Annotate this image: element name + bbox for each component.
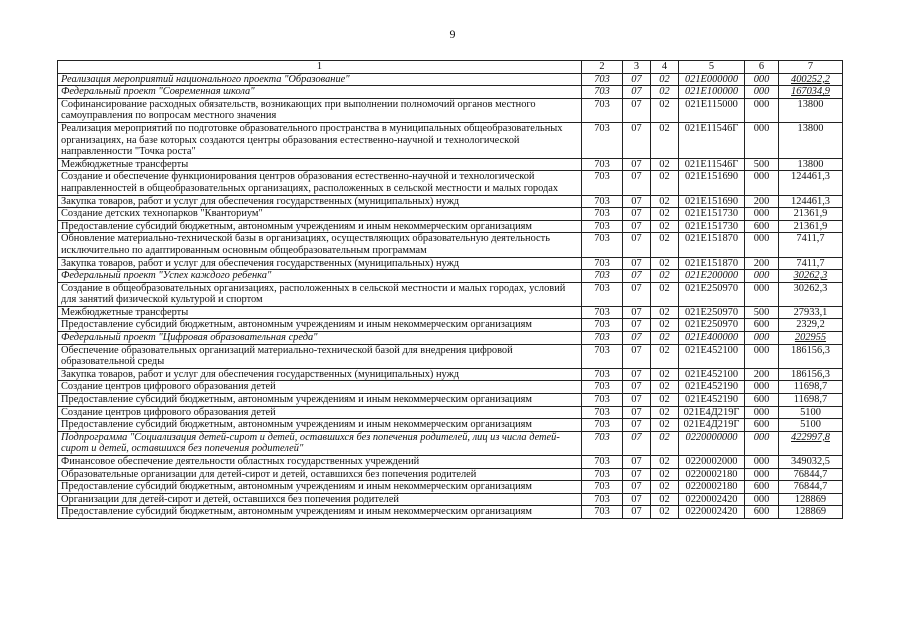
row-code-2: 703 [582,406,623,419]
row-name: Предоставление субсидий бюджетным, автономным учреждениям и иным некоммерческим организациям [58,220,582,233]
row-code-4: 02 [651,73,679,86]
row-code-2: 703 [582,481,623,494]
table-row [58,270,843,283]
row-name: Подпрограмма "Социализация детей-сирот и детей, оставшихся без попечения родителей, лиц из числа детей-сирот и детей, оставшихся без попечения родителей" [58,431,582,455]
row-code-3: 07 [623,306,651,319]
row-code-5: 021E11546Г [679,122,745,158]
row-name: Создание в общеобразовательных организациях, расположенных в сельской местности и малых городах, условий для занятий физической культурой и спортом [58,282,582,306]
table-row [58,98,843,122]
row-code-4: 02 [651,98,679,122]
row-code-2: 703 [582,208,623,221]
row-code-4: 02 [651,381,679,394]
row-code-6: 600 [745,394,779,407]
column-header: 7 [779,61,843,74]
row-code-2: 703 [582,456,623,469]
row-code-3: 07 [623,419,651,432]
row-code-4: 02 [651,394,679,407]
row-code-5: 021E452100 [679,368,745,381]
row-code-3: 07 [623,171,651,195]
row-code-3: 07 [623,233,651,257]
table-row [58,506,843,519]
row-code-5: 0220002420 [679,506,745,519]
table-row [58,493,843,506]
row-code-3: 07 [623,195,651,208]
row-amount: 186156,3 [779,368,843,381]
row-code-3: 07 [623,220,651,233]
row-code-5: 0220002000 [679,456,745,469]
row-code-2: 703 [582,381,623,394]
row-amount: 30262,3 [779,282,843,306]
row-code-3: 07 [623,381,651,394]
row-name: Создание детских технопарков "Кванториум" [58,208,582,221]
row-amount: 422997,8 [779,431,843,455]
column-header: 2 [582,61,623,74]
row-code-3: 07 [623,481,651,494]
row-name: Предоставление субсидий бюджетным, автономным учреждениям и иным некоммерческим организациям [58,481,582,494]
row-code-6: 000 [745,493,779,506]
row-code-6: 000 [745,344,779,368]
row-amount: 2329,2 [779,319,843,332]
row-name: Предоставление субсидий бюджетным, автономным учреждениям и иным некоммерческим организациям [58,394,582,407]
row-amount: 76844,7 [779,481,843,494]
row-code-3: 07 [623,468,651,481]
row-code-3: 07 [623,73,651,86]
table-row [58,86,843,99]
row-code-4: 02 [651,233,679,257]
row-code-2: 703 [582,368,623,381]
row-code-4: 02 [651,419,679,432]
row-code-4: 02 [651,257,679,270]
row-code-2: 703 [582,171,623,195]
row-code-6: 600 [745,419,779,432]
row-code-3: 07 [623,122,651,158]
row-code-5: 021E115000 [679,98,745,122]
row-amount: 13800 [779,122,843,158]
row-code-6: 200 [745,257,779,270]
row-code-5: 021E151690 [679,171,745,195]
row-name: Федеральный проект "Современная школа" [58,86,582,99]
row-code-6: 000 [745,73,779,86]
row-code-4: 02 [651,171,679,195]
row-code-4: 02 [651,220,679,233]
row-code-6: 000 [745,406,779,419]
row-amount: 128869 [779,493,843,506]
row-code-4: 02 [651,195,679,208]
row-code-4: 02 [651,431,679,455]
row-code-5: 021E100000 [679,86,745,99]
row-code-2: 703 [582,86,623,99]
table-row [58,456,843,469]
row-code-6: 500 [745,158,779,171]
row-code-5: 021E250970 [679,306,745,319]
row-code-4: 02 [651,270,679,283]
row-code-2: 703 [582,493,623,506]
row-amount: 5100 [779,406,843,419]
row-amount: 400252,2 [779,73,843,86]
row-code-6: 000 [745,282,779,306]
row-code-3: 07 [623,319,651,332]
row-code-6: 000 [745,456,779,469]
row-name: Образовательные организации для детей-сирот и детей, оставшихся без попечения родителей [58,468,582,481]
row-code-6: 000 [745,270,779,283]
row-amount: 349032,5 [779,456,843,469]
table-row [58,208,843,221]
row-code-2: 703 [582,332,623,345]
row-amount: 202955 [779,332,843,345]
row-amount: 21361,9 [779,220,843,233]
row-code-5: 021E200000 [679,270,745,283]
row-amount: 11698,7 [779,381,843,394]
table-row [58,419,843,432]
row-code-5: 021E250970 [679,282,745,306]
row-code-5: 021E000000 [679,73,745,86]
row-code-6: 600 [745,319,779,332]
table-row [58,257,843,270]
row-code-3: 07 [623,98,651,122]
row-code-5: 021E151730 [679,208,745,221]
row-code-6: 200 [745,195,779,208]
row-code-5: 0220002420 [679,493,745,506]
row-name: Создание и обеспечение функционирования центров образования естественно-научной и технологической направленностей в общеобразовательных организациях, расположенных в сельской местности и малых городах [58,171,582,195]
table-row [58,122,843,158]
row-code-2: 703 [582,233,623,257]
row-amount: 11698,7 [779,394,843,407]
row-code-4: 02 [651,406,679,419]
row-code-5: 021E400000 [679,332,745,345]
row-name: Организации для детей-сирот и детей, оставшихся без попечения родителей [58,493,582,506]
row-amount: 7411,7 [779,233,843,257]
table-row [58,394,843,407]
row-code-3: 07 [623,270,651,283]
table-row [58,381,843,394]
row-code-6: 000 [745,122,779,158]
row-code-4: 02 [651,368,679,381]
table-row [58,306,843,319]
row-amount: 7411,7 [779,257,843,270]
row-code-6: 000 [745,233,779,257]
row-name: Межбюджетные трансферты [58,158,582,171]
row-code-2: 703 [582,270,623,283]
row-code-5: 021E452190 [679,394,745,407]
column-header: 1 [58,61,582,74]
column-header: 5 [679,61,745,74]
row-name: Предоставление субсидий бюджетным, автономным учреждениям и иным некоммерческим организациям [58,419,582,432]
row-code-4: 02 [651,158,679,171]
row-code-4: 02 [651,208,679,221]
row-code-2: 703 [582,419,623,432]
page-number: 9 [449,27,456,41]
row-code-3: 07 [623,208,651,221]
row-name: Финансовое обеспечение деятельности областных государственных учреждений [58,456,582,469]
row-code-4: 02 [651,332,679,345]
row-code-6: 000 [745,431,779,455]
row-code-2: 703 [582,257,623,270]
row-code-6: 000 [745,381,779,394]
row-amount: 13800 [779,158,843,171]
table-row [58,406,843,419]
row-code-6: 500 [745,306,779,319]
row-code-5: 0220000000 [679,431,745,455]
row-amount: 27933,1 [779,306,843,319]
row-amount: 128869 [779,506,843,519]
row-code-2: 703 [582,319,623,332]
row-name: Федеральный проект "Успех каждого ребенка" [58,270,582,283]
row-name: Закупка товаров, работ и услуг для обеспечения государственных (муниципальных) нужд [58,257,582,270]
row-name: Создание центров цифрового образования детей [58,406,582,419]
table-row [58,171,843,195]
row-code-4: 02 [651,506,679,519]
row-name: Реализация мероприятий по подготовке образовательного пространства в муниципальных общеобразовательных организациях, на базе которых создаются центры образования естественно-научной и технологической направленности "Точка роста" [58,122,582,158]
row-code-2: 703 [582,344,623,368]
budget-table [57,60,843,519]
row-code-6: 000 [745,171,779,195]
row-code-3: 07 [623,493,651,506]
row-name: Обеспечение образовательных организаций материально-технической базой для внедрения цифровой образовательной среды [58,344,582,368]
row-code-2: 703 [582,195,623,208]
row-code-3: 07 [623,431,651,455]
row-code-6: 000 [745,468,779,481]
row-code-2: 703 [582,158,623,171]
table-header-row [58,61,843,74]
table-row [58,233,843,257]
row-code-4: 02 [651,344,679,368]
row-name: Создание центров цифрового образования детей [58,381,582,394]
column-header: 3 [623,61,651,74]
row-name: Предоставление субсидий бюджетным, автономным учреждениям и иным некоммерческим организациям [58,506,582,519]
row-code-4: 02 [651,319,679,332]
row-code-4: 02 [651,122,679,158]
row-code-6: 000 [745,208,779,221]
row-amount: 186156,3 [779,344,843,368]
table-row [58,431,843,455]
row-code-5: 021E250970 [679,319,745,332]
row-name: Софинансирование расходных обязательств, возникающих при выполнении полномочий органов местного самоуправления по вопросам местного значения [58,98,582,122]
row-amount: 167034,9 [779,86,843,99]
table-row [58,73,843,86]
table-row [58,332,843,345]
row-amount: 5100 [779,419,843,432]
row-code-2: 703 [582,220,623,233]
table-row [58,319,843,332]
row-code-4: 02 [651,282,679,306]
row-code-2: 703 [582,306,623,319]
row-amount: 30262,3 [779,270,843,283]
row-code-3: 07 [623,332,651,345]
column-header: 4 [651,61,679,74]
row-code-6: 600 [745,220,779,233]
row-code-5: 0220002180 [679,468,745,481]
row-code-4: 02 [651,493,679,506]
row-code-3: 07 [623,344,651,368]
row-code-6: 200 [745,368,779,381]
row-code-4: 02 [651,468,679,481]
row-code-2: 703 [582,73,623,86]
table-row [58,158,843,171]
row-name: Реализация мероприятий национального проекта "Образование" [58,73,582,86]
row-code-2: 703 [582,122,623,158]
row-code-4: 02 [651,456,679,469]
row-amount: 124461,3 [779,195,843,208]
row-code-3: 07 [623,394,651,407]
row-code-4: 02 [651,86,679,99]
row-code-6: 600 [745,506,779,519]
row-name: Федеральный проект "Цифровая образовательная среда" [58,332,582,345]
row-amount: 21361,9 [779,208,843,221]
row-amount: 124461,3 [779,171,843,195]
row-code-2: 703 [582,394,623,407]
row-code-6: 000 [745,86,779,99]
row-code-5: 021E151690 [679,195,745,208]
row-code-3: 07 [623,368,651,381]
row-code-3: 07 [623,257,651,270]
row-name: Предоставление субсидий бюджетным, автономным учреждениям и иным некоммерческим организациям [58,319,582,332]
row-code-5: 021E151730 [679,220,745,233]
column-header: 6 [745,61,779,74]
table-row [58,344,843,368]
row-code-5: 0220002180 [679,481,745,494]
row-code-2: 703 [582,468,623,481]
row-code-5: 021E151870 [679,257,745,270]
table-row [58,220,843,233]
row-code-3: 07 [623,456,651,469]
row-amount: 13800 [779,98,843,122]
row-code-4: 02 [651,306,679,319]
row-name: Обновление материально-технической базы в организациях, осуществляющих образовательную деятельность исключительно по адаптированным основным общеобразовательным программам [58,233,582,257]
table-row [58,481,843,494]
table-row [58,468,843,481]
row-code-6: 000 [745,332,779,345]
row-amount: 76844,7 [779,468,843,481]
row-name: Закупка товаров, работ и услуг для обеспечения государственных (муниципальных) нужд [58,195,582,208]
table-row [58,195,843,208]
row-code-3: 07 [623,282,651,306]
row-code-3: 07 [623,506,651,519]
table-row [58,282,843,306]
row-code-2: 703 [582,431,623,455]
row-code-5: 021E11546Г [679,158,745,171]
row-code-5: 021E4Д219Г [679,406,745,419]
table-row [58,368,843,381]
row-code-5: 021E151870 [679,233,745,257]
row-code-5: 021E452190 [679,381,745,394]
row-code-2: 703 [582,282,623,306]
row-name: Закупка товаров, работ и услуг для обеспечения государственных (муниципальных) нужд [58,368,582,381]
row-code-3: 07 [623,406,651,419]
row-code-5: 021E452100 [679,344,745,368]
row-code-4: 02 [651,481,679,494]
row-code-6: 000 [745,98,779,122]
row-code-2: 703 [582,506,623,519]
row-code-5: 021E4Д219Г [679,419,745,432]
row-code-3: 07 [623,158,651,171]
row-code-3: 07 [623,86,651,99]
row-code-6: 600 [745,481,779,494]
row-code-2: 703 [582,98,623,122]
row-name: Межбюджетные трансферты [58,306,582,319]
